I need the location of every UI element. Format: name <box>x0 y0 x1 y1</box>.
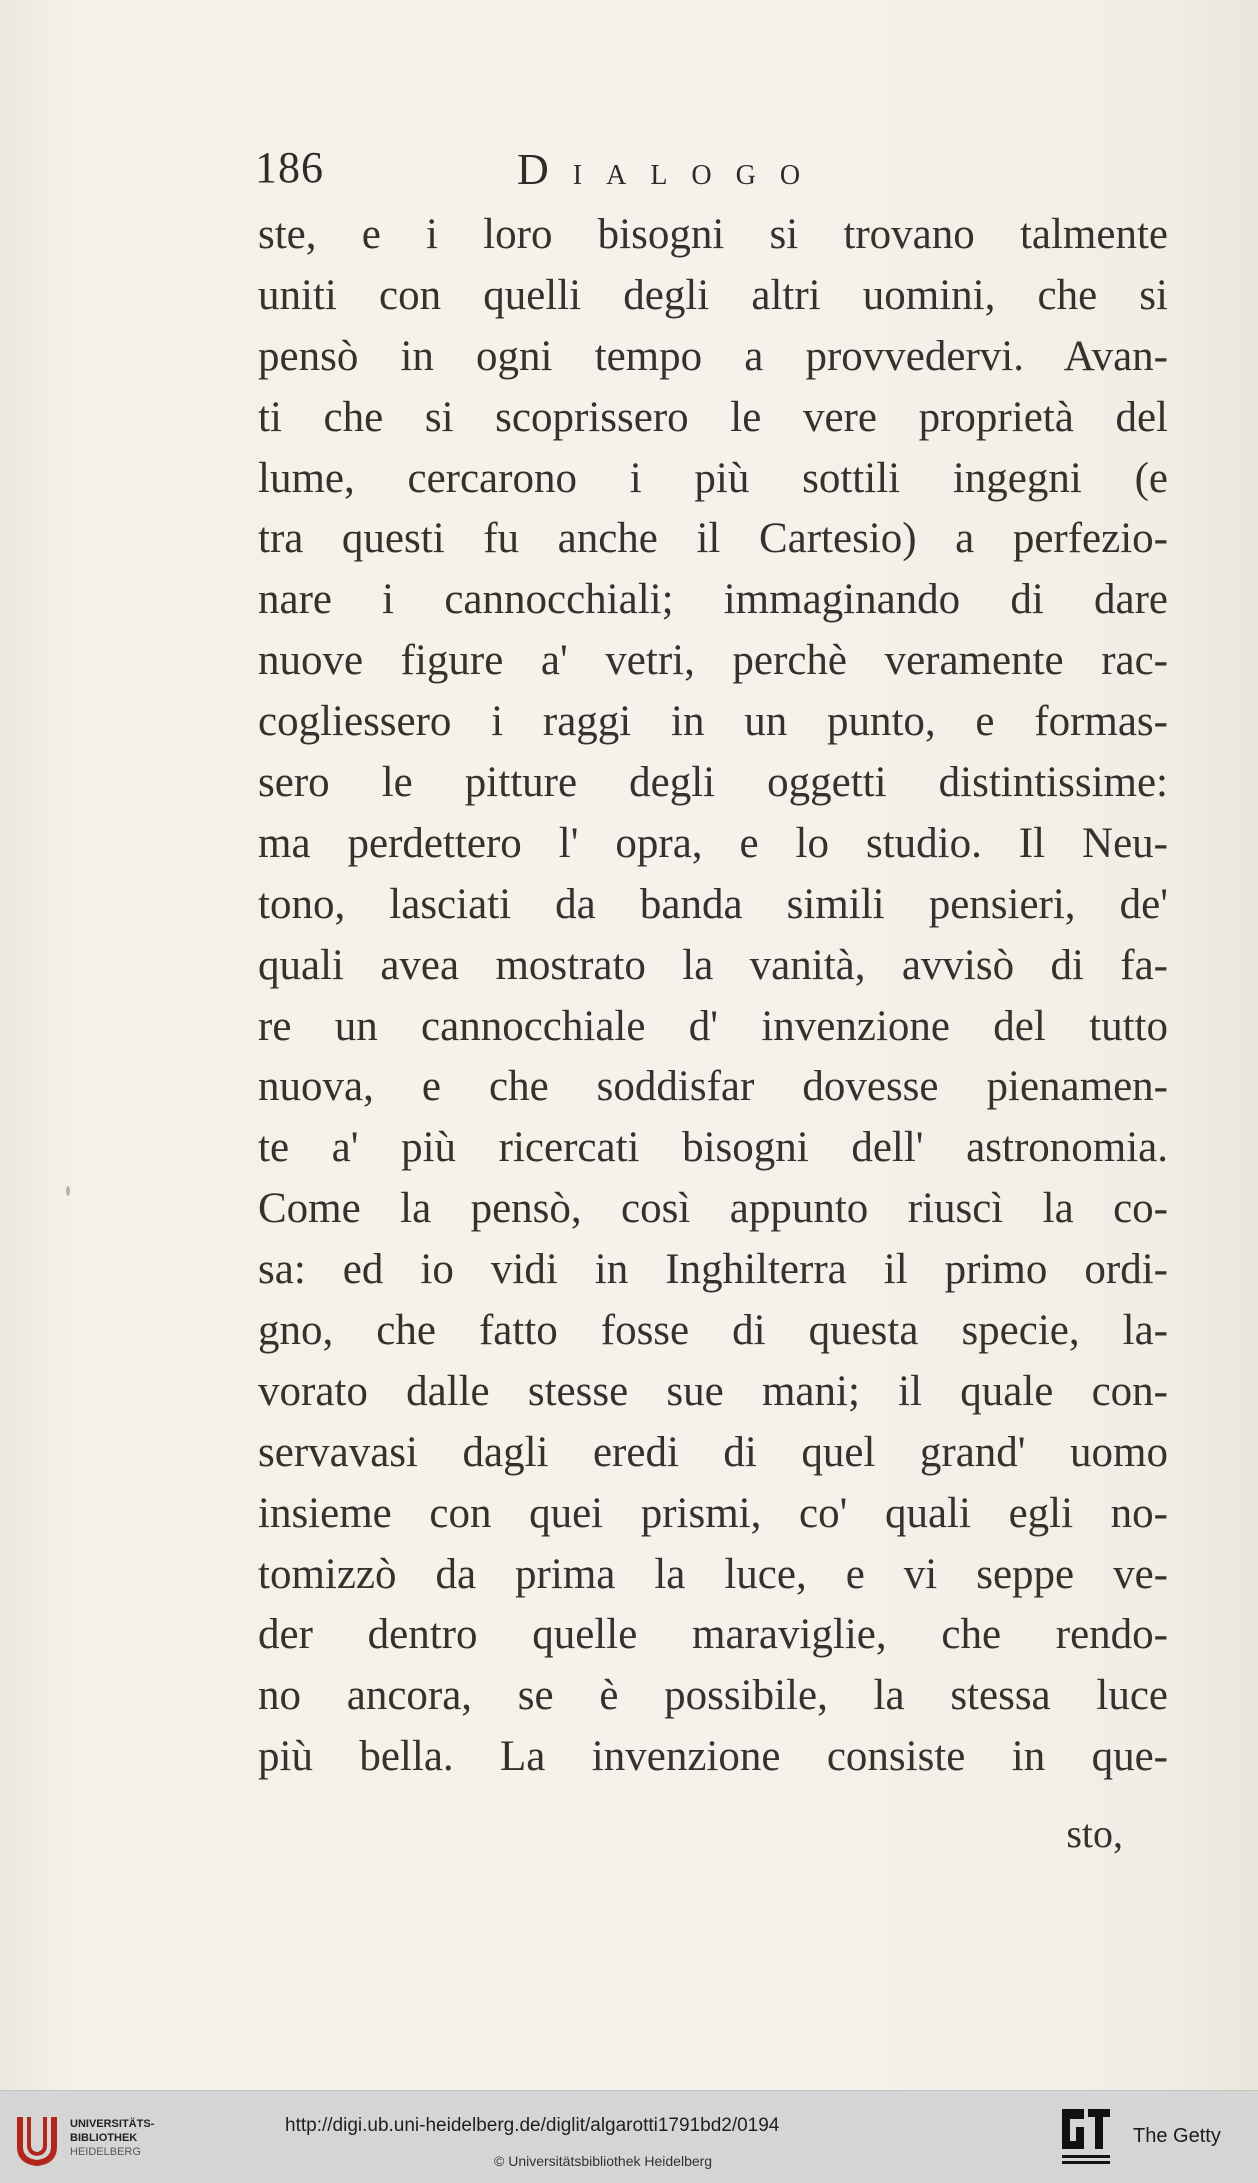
catchword: sto, <box>1066 1811 1123 1856</box>
text-line: servavasi dagli eredi di quel grand' uomo <box>258 1428 1168 1476</box>
library-seal-icon <box>12 2111 62 2167</box>
text-line: uniti con quelli degli altri uomini, che si <box>258 271 1168 319</box>
text-line: gno, che fatto fosse di questa specie, la- <box>258 1307 1168 1355</box>
text-line: quali avea mostrato la vanità, avvisò di fa- <box>258 941 1168 989</box>
running-head-rest: IALOGO <box>572 160 825 191</box>
text-line: sa: ed io vidi in Inghilterra il primo ordi- <box>258 1246 1168 1294</box>
permalink-url[interactable]: http://digi.ub.uni-heidelberg.de/diglit/algarotti1791bd2/0194 <box>285 2115 780 2136</box>
text-line: ma perdettero l' opra, e lo studio. Il Neu- <box>258 819 1168 867</box>
footer-bar <box>0 2090 1258 2183</box>
text-line: der dentro quelle maraviglie, che rendo- <box>258 1611 1168 1659</box>
text-line: cogliessero i raggi in un punto, e formas- <box>258 698 1168 746</box>
library-logo[interactable] <box>12 2111 182 2167</box>
running-head <box>517 144 824 195</box>
library-name: UNIVERSITÄTS- BIBLIOTHEK HEIDELBERG <box>70 2118 155 2158</box>
text-line: tra questi fu anche il Cartesio) a perfezio- <box>258 515 1168 563</box>
text-line: insieme con quei prismi, co' quali egli no- <box>258 1489 1168 1537</box>
paper-speck <box>66 1186 70 1196</box>
text-line: tono, lasciati da banda simili pensieri, de' <box>258 880 1168 928</box>
text-line: te a' più ricercati bisogni dell' astronomia. <box>258 1124 1168 1172</box>
text-line: nare i cannocchiali; immaginando di dare <box>258 576 1168 624</box>
body-text <box>258 205 1168 1788</box>
text-line: sero le pitture degli oggetti distintissime: <box>258 759 1168 807</box>
text-line: nuova, e che soddisfar dovesse pienamen- <box>258 1063 1168 1111</box>
text-line: re un cannocchiale d' invenzione del tutto <box>258 1002 1168 1050</box>
running-head-initial: D <box>517 145 573 194</box>
text-line: ti che si scoprissero le vere proprietà del <box>258 393 1168 441</box>
text-line: lume, cercarono i più sottili ingegni (e <box>258 454 1168 502</box>
text-line: vorato dalle stesse sue mani; il quale con- <box>258 1367 1168 1415</box>
page-number: 186 <box>255 143 324 192</box>
text-line: Come la pensò, così appunto riuscì la co- <box>258 1185 1168 1233</box>
getty-logo-icon[interactable] <box>1058 2105 1114 2169</box>
text-line: pensò in ogni tempo a provvedervi. Avan- <box>258 332 1168 380</box>
copyright-notice: © Universitätsbibliothek Heidelberg <box>494 2153 713 2169</box>
text-line: ste, e i loro bisogni si trovano talmente <box>258 211 1168 258</box>
text-line: tomizzò da prima la luce, e vi seppe ve- <box>258 1550 1168 1598</box>
partner-name[interactable]: The Getty <box>1133 2125 1221 2147</box>
text-line: più bella. La invenzione consiste in que- <box>258 1733 1168 1781</box>
text-line: nuove figure a' vetri, perchè veramente rac- <box>258 637 1168 685</box>
page-header <box>255 142 1175 202</box>
text-line: no ancora, se è possibile, la stessa luce <box>258 1672 1168 1720</box>
